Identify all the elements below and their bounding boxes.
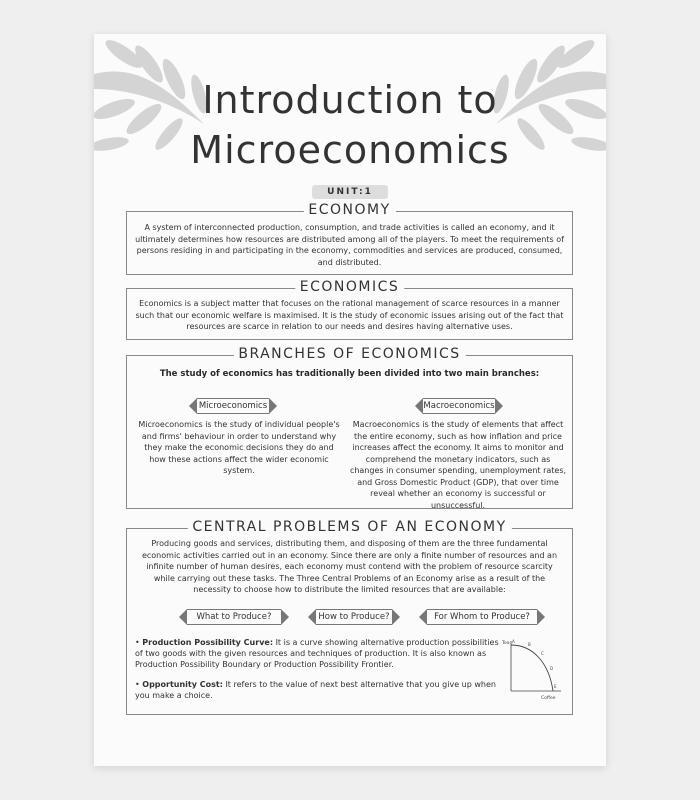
oc-label: Opportunity Cost: [142,680,223,689]
oc-text: It refers to the value of next best alternative that you give up when you make a choice. [135,680,496,700]
ppc-y-label: Tea [502,641,510,646]
ppc-x-label: Coffee [541,696,556,701]
micro-label-tag: Microeconomics [197,398,269,414]
worksheet-page [94,34,606,766]
page-title-line1: Introduction to [202,78,498,122]
ppc-point-b: B [528,642,531,647]
what-to-produce-tag: What to Produce? [187,609,281,625]
unit-badge: UNIT:1 [312,185,388,199]
economics-heading: ECONOMICS [295,279,405,295]
branches-heading: BRANCHES OF ECONOMICS [233,346,465,362]
ppc-point-a: A [512,639,515,644]
branches-section [126,346,573,510]
economy-text: A system of interconnected production, consumption, and trade activities is called an economy, and it ultimately determines how resources are distributed among all of the players. To meet the requirements of persons residing in and participating in the economy, commodities and services are produced, consumed, and distributed. [135,223,564,267]
economics-section [126,279,573,340]
how-to-produce-tag: How to Produce? [316,609,392,625]
ppc-label: Production Possibility Curve: [142,638,274,647]
ppc-text: It is a curve showing alternative production possibilities of two goods with the given resources and techniques of production. It is also known as Production Possibility Boundary or Production Possibility Frontier. [135,638,499,669]
macro-label-tag: Macroeconomics [423,398,495,414]
economy-heading: ECONOMY [303,202,395,218]
central-problems-text: Producing goods and services, distributing them, and disposing of them are the three fundamental economic activities carried out in an economy. Since there are only a finite number of resources and an infinite number of human desires, each economy must contend with the problem of resource scarcity while carrying out these tasks. The Three Central Problems of an Economy arise as a result of the necessity to choose how to distribute the limited resources that are available: [141,539,558,594]
micro-text: Microeconomics is the study of individual people's and firms' behaviour in order to understand why they make the economic decisions they do and how these actions affect the wider economic system. [138,420,340,475]
for-whom-to-produce-tag: For Whom to Produce? [427,609,537,625]
ppc-bullet: • Production Possibility Curve: It is a curve showing alternative production possibilities of two goods with the given resources and techniques of production. It is also known as Production Possibility Boundary or Production Possibility Frontier. [135,638,499,669]
macro-text: Macroeconomics is the study of elements that affect the entire economy, such as how inflation and price increases affect the economy. It aims to monitor and comprehend the monetary indicators, such as changes in consumer spending, unemployment rates, and Gross Domestic Product (GDP), that over time reveal whether an economy is successful or unsuccessful. [349,420,567,510]
ppc-graph [501,635,567,703]
economy-section [126,202,573,275]
economics-text: Economics is a subject matter that focuses on the rational management of scarce resources in a manner such that our economic welfare is maximised. It is the study of economic issues arising out of the fact that resources are scarce in relation to our needs and desires having alternative uses. [135,299,564,331]
opportunity-cost-bullet: • Opportunity Cost: It refers to the value of next best alternative that you give up when you make a choice. [135,680,496,700]
ppc-point-e: E [554,684,557,689]
ppc-point-d: D [550,666,554,671]
central-problems-section [126,519,573,715]
branches-intro: The study of economics has traditionally been divided into two main branches: [159,369,540,379]
central-problems-heading: CENTRAL PROBLEMS OF AN ECONOMY [187,519,511,535]
ppc-point-c: C [541,651,544,656]
page-title-line2: Microeconomics [190,128,510,172]
